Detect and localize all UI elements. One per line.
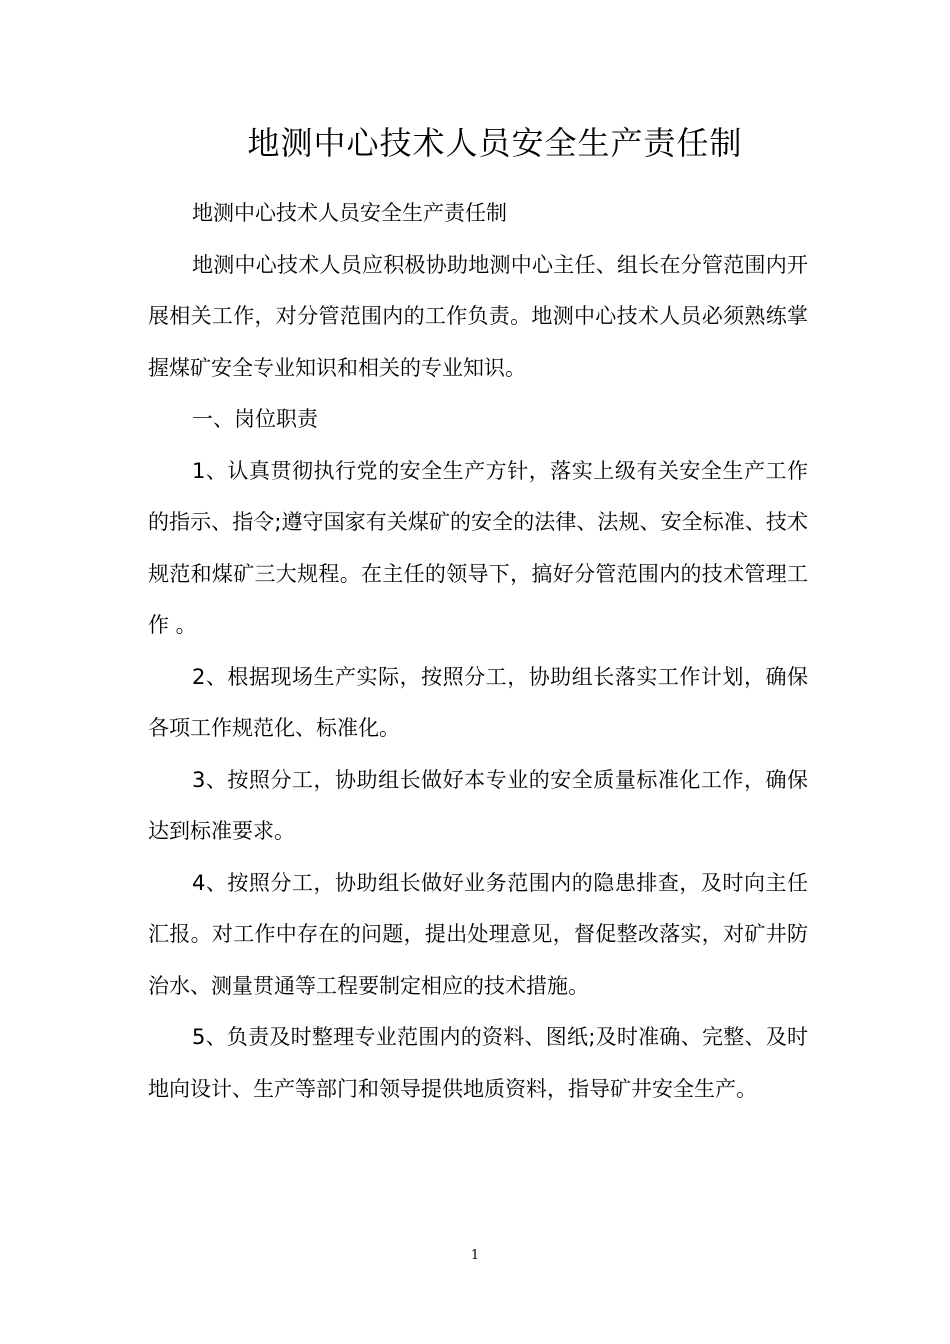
duty-item-1: 1、认真贯彻执行党的安全生产方针，落实上级有关安全生产工作的指示、指令;遵守国家有关煤矿的安全的法律、法规、安全标准、技术规范和煤矿三大规程。在主任的领导下，搞好分管范围内的技术管理工作 。	[148, 458, 808, 637]
paragraph-intro: 地测中心技术人员应积极协助地测中心主任、组长在分管范围内开展相关工作，对分管范围内的工作负责。地测中心技术人员必须熟练掌握煤矿安全专业知识和相关的专业知识。	[148, 252, 808, 380]
document-title: 地测中心技术人员安全生产责任制	[247, 124, 743, 162]
section-heading-duties: 一、岗位职责	[192, 407, 318, 431]
paragraph-subtitle: 地测中心技术人员安全生产责任制	[192, 201, 507, 225]
page-number: 1	[470, 1248, 480, 1263]
duty-item-2: 2、根据现场生产实际，按照分工，协助组长落实工作计划，确保各项工作规范化、标准化。	[148, 664, 808, 740]
duty-item-5: 5、负责及时整理专业范围内的资料、图纸;及时准确、完整、及时地向设计、生产等部门和领导提供地质资料，指导矿井安全生产。	[148, 1025, 808, 1101]
duty-item-3: 3、按照分工，协助组长做好本专业的安全质量标准化工作，确保达到标准要求。	[148, 767, 808, 843]
duty-item-4: 4、按照分工，协助组长做好业务范围内的隐患排查，及时向主任汇报。对工作中存在的问题，提出处理意见，督促整改落实，对矿井防治水、测量贯通等工程要制定相应的技术措施。	[148, 870, 808, 998]
document-body	[148, 188, 808, 1115]
